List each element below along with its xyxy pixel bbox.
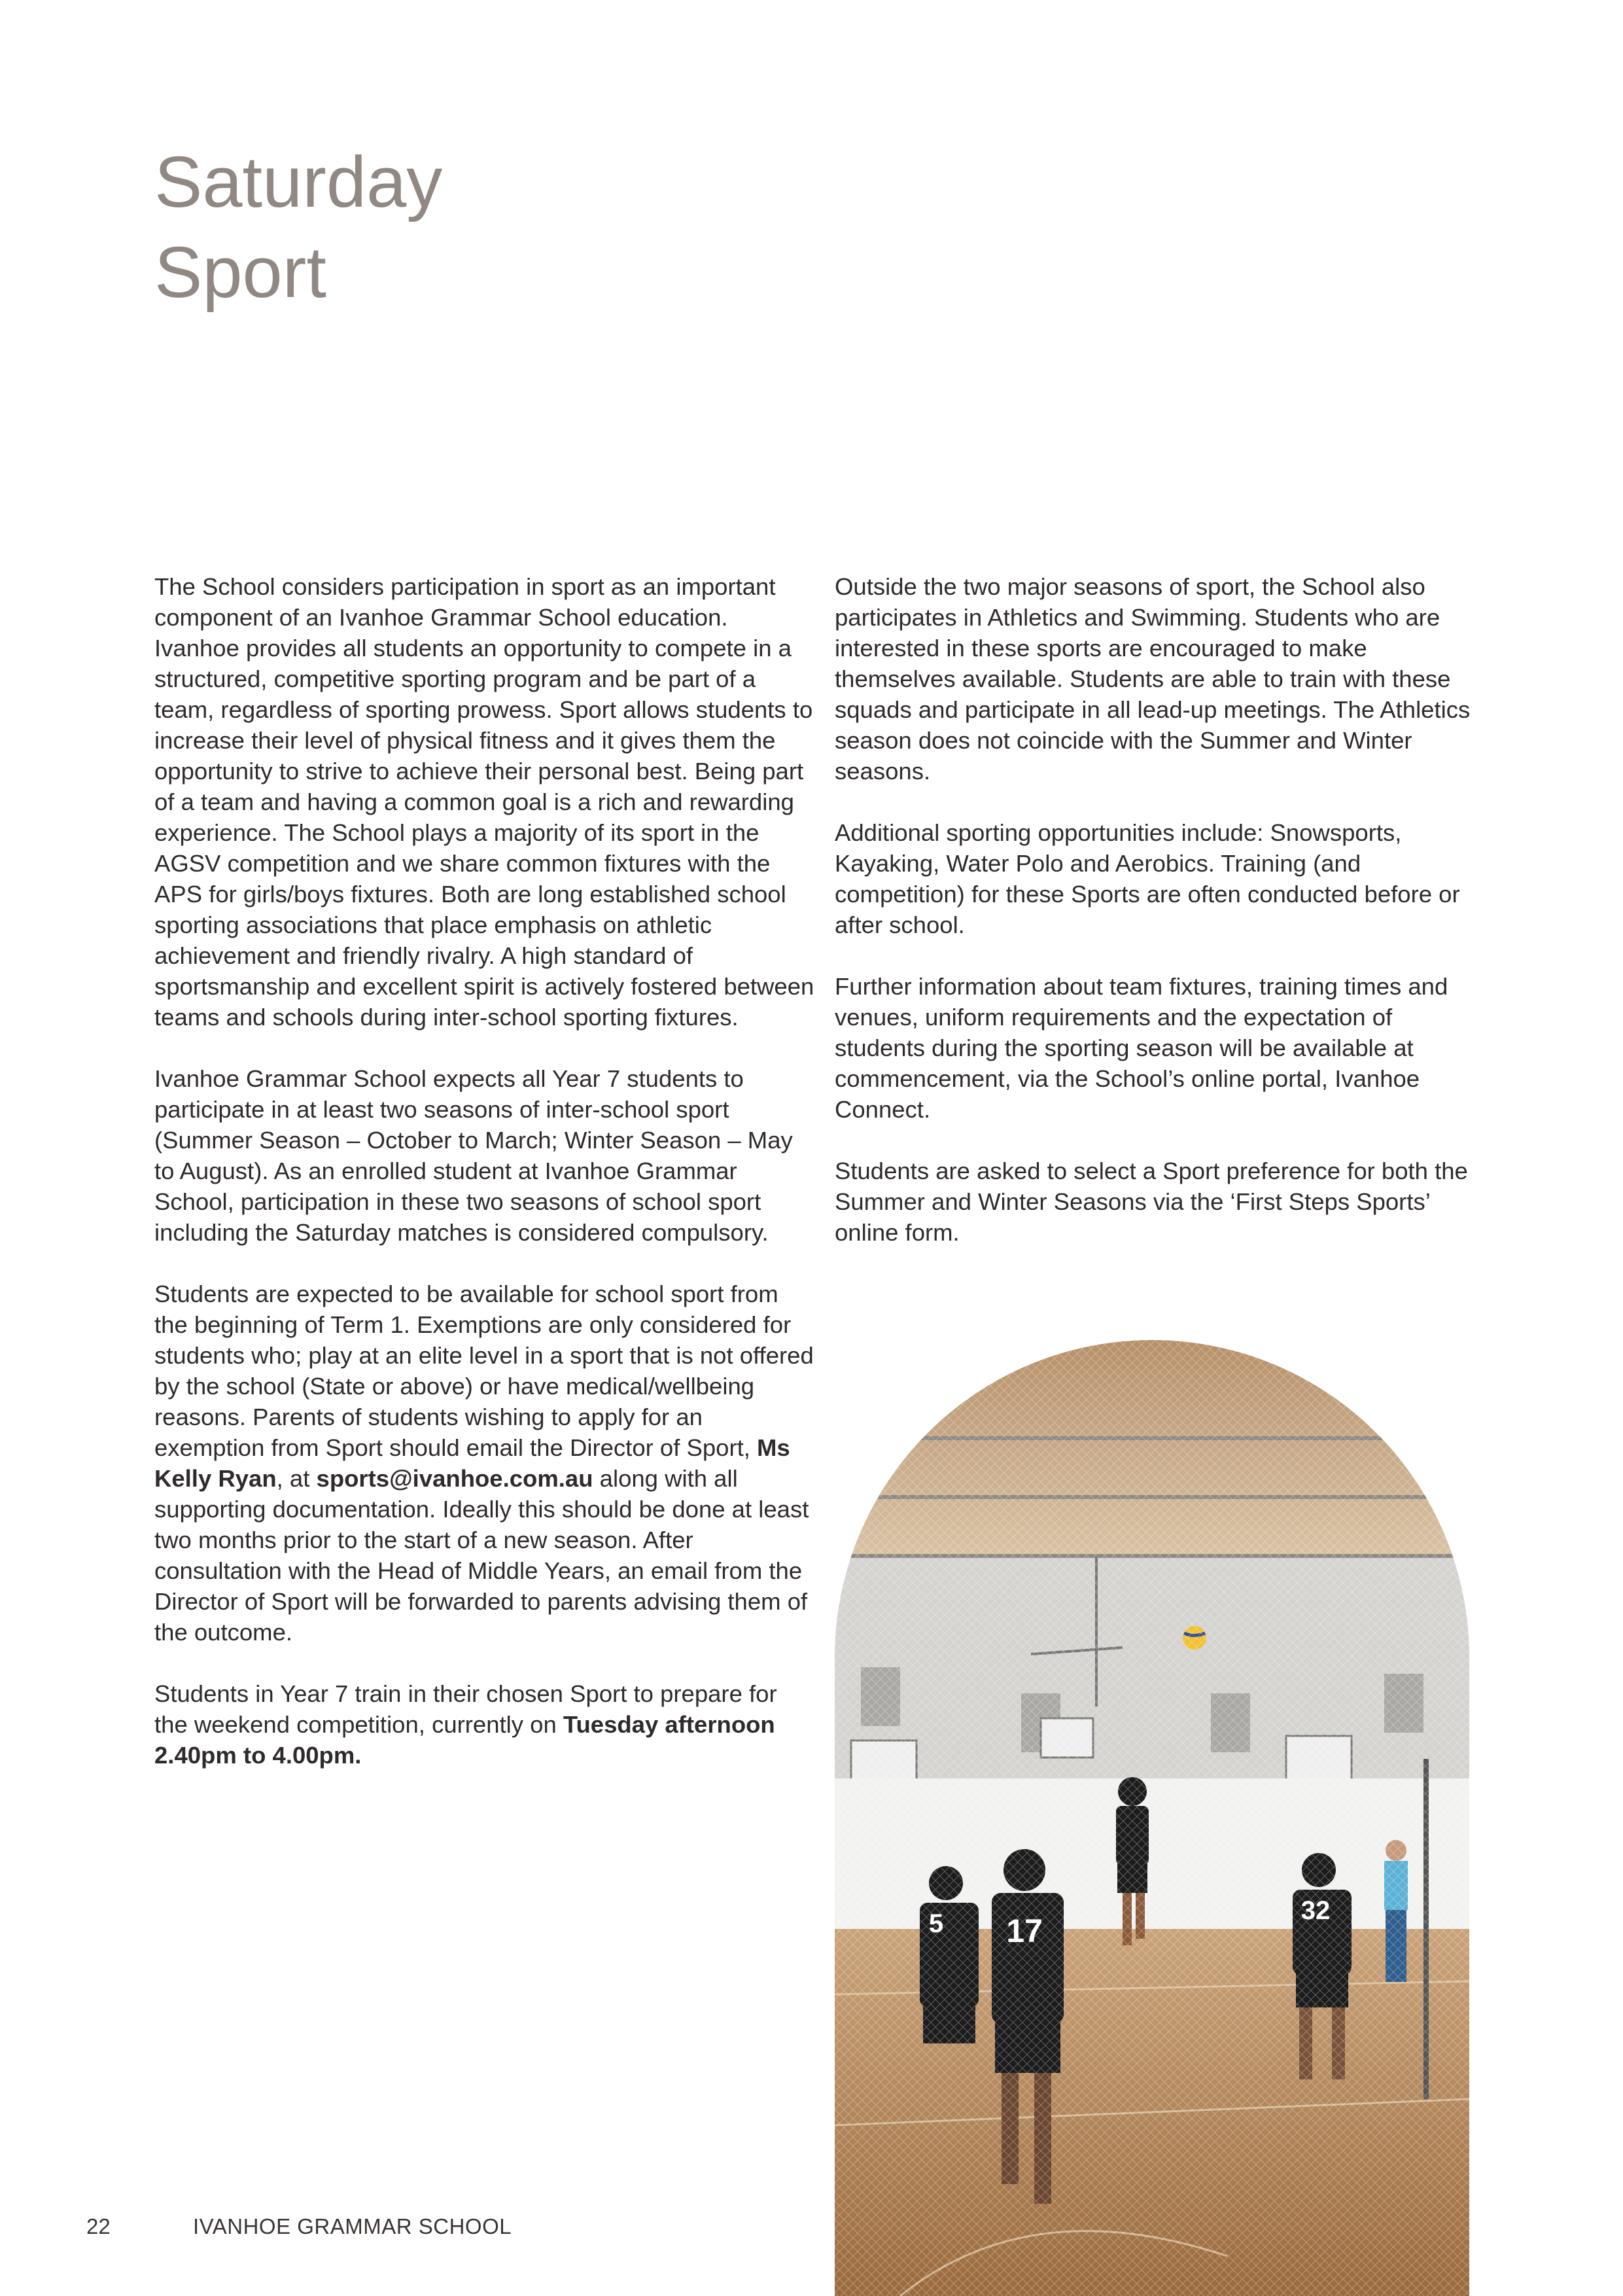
paragraph-additional-sports: Additional sporting opportunities include: Snowsports, Kayaking, Water Polo and Aerobics. Training (and competition) for these Sports are often conducted before or after school. bbox=[835, 819, 1460, 938]
paragraph-further-information: Further information about team fixtures, training times and venues, uniform requirements and the expectation of students during the sporting season will be available at commencement, via the School’s online portal, Ivanhoe Connect. bbox=[835, 973, 1448, 1123]
page-number: 22 bbox=[86, 2214, 111, 2238]
right-column bbox=[835, 571, 1489, 1248]
left-column bbox=[154, 571, 815, 1771]
paragraph-sport-preference: Students are asked to select a Sport preference for both the Summer and Winter Seasons via the ‘First Steps Sports’ online form. bbox=[835, 1157, 1468, 1246]
exemptions-text-a: Students are expected to be available for school sport from the beginning of Term 1. Exemptions are only considered for students who; play at an elite level in a sport that is not offered by the school (State or above) or have medical/wellbeing reasons. Parents of students wishing to apply for an exemption from Sport should email the Director of Sport, bbox=[154, 1280, 814, 1461]
training-time: Tuesday afternoon 2.40pm to 4.00pm. bbox=[154, 1711, 775, 1769]
page-title bbox=[154, 137, 442, 318]
training-text: Students in Year 7 train in their chosen Sport to prepare for the weekend competition, currently on bbox=[154, 1680, 777, 1738]
paragraph-training-times bbox=[154, 1678, 815, 1771]
paragraph-athletics-swimming: Outside the two major seasons of sport, the School also participates in Athletics and Swimming. Students who are interested in these sports are encouraged to make themselves available. Students are able to train with these squads and participate in all lead-up meetings. The Athletics season does not coincide with the Summer and Winter seasons. bbox=[835, 573, 1471, 785]
footer-school-name: IVANHOE GRAMMAR SCHOOL bbox=[193, 2214, 512, 2238]
volleyball-photo bbox=[835, 1340, 1469, 2296]
exemptions-text-b: , at bbox=[276, 1465, 317, 1492]
paragraph-sport-importance: The School considers participation in sport as an important component of an Ivanhoe Grammar School education. Ivanhoe provides all students an opportunity to compete in a structured, competitive sporting program and be part of a team, regardless of sporting prowess. Sport allows students to increase their level of physical fitness and it gives them the opportunity to strive to achieve their personal best. Being part of a team and having a common goal is a rich and rewarding experience. The School plays a majority of its sport in the AGSV competition and we share common fixtures with the APS for girls/boys fixtures. Both are long established school sporting associations that place emphasis on athletic achievement and friendly rivalry. A high standard of sportsmanship and excellent spirit is actively fostered between teams and schools during inter-school sporting fixtures. bbox=[154, 573, 814, 1031]
director-name: Ms Kelly Ryan bbox=[154, 1434, 790, 1492]
exemptions-text-c: along with all supporting documentation. Ideally this should be done at least two months prior to the start of a new season. After consultation with the Head of Middle Years, an email from the Director of Sport will be forwarded to parents advising them of the outcome. bbox=[154, 1465, 809, 1646]
paragraph-year7-expectations: Ivanhoe Grammar School expects all Year 7 students to participate in at least two seasons of inter-school sport (Summer Season – October to March; Winter Season – May to August). As an enrolled student at Ivanhoe Grammar School, participation in these two seasons of school sport including the Saturday matches is considered compulsory. bbox=[154, 1065, 793, 1246]
page-title-line-1: Saturday bbox=[154, 142, 443, 222]
sports-email-link[interactable]: sports@ivanhoe.com.au bbox=[316, 1465, 593, 1492]
paragraph-exemptions bbox=[154, 1279, 815, 1648]
page-title-line-2: Sport bbox=[154, 232, 326, 313]
